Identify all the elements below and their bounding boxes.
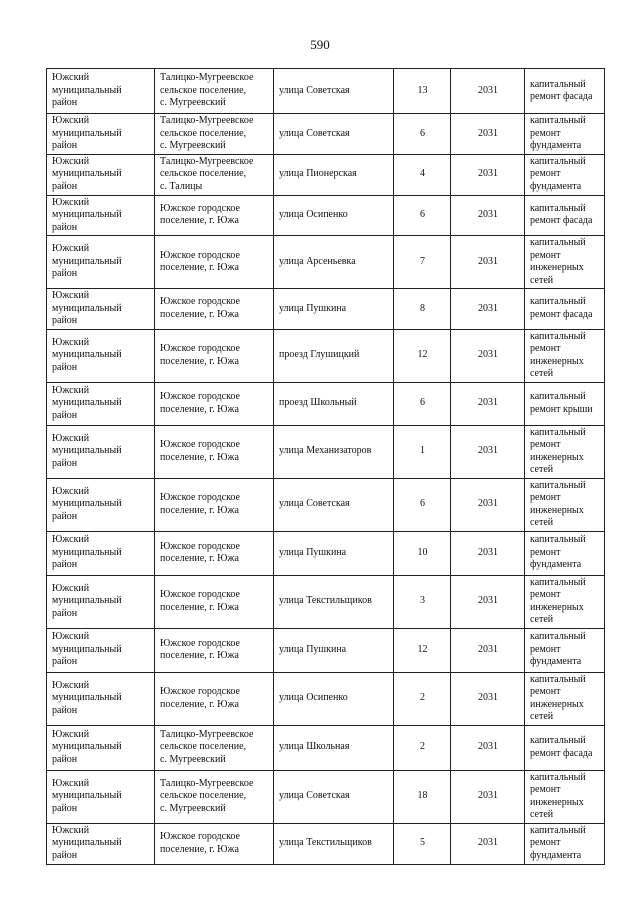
cell-settlement [155,195,274,236]
cell-year-text: 2031 [478,349,498,361]
cell-work-type [525,69,605,114]
cell-house-number [394,69,451,114]
cell-street [274,575,394,628]
table-row [47,289,605,330]
cell-year-text: 2031 [478,498,498,510]
table-row [47,425,605,478]
cell-house-number-text: 6 [420,397,425,409]
cell-settlement [155,114,274,155]
cell-year-text: 2031 [478,837,498,849]
cell-settlement [155,329,274,382]
table-row [47,329,605,382]
cell-street-text: улица Осипенко [279,692,348,704]
cell-house-number [394,236,451,289]
cell-district [47,478,155,531]
table-row [47,725,605,770]
cell-settlement [155,425,274,478]
cell-year-text: 2031 [478,302,498,314]
cell-street-text: улица Арсеньевка [279,255,356,267]
cell-settlement [155,382,274,425]
cell-house-number [394,289,451,330]
cell-house-number [394,628,451,672]
cell-district-text: Южский муниципальный район [52,728,122,765]
cell-settlement [155,672,274,725]
cell-year [451,628,525,672]
cell-district-text: Южский муниципальный район [52,631,122,668]
cell-year [451,425,525,478]
cell-district [47,770,155,823]
cell-year [451,195,525,236]
cell-street-text: улица Пушкина [279,302,347,314]
cell-work-type [525,628,605,672]
cell-district [47,823,155,864]
cell-year [451,69,525,114]
cell-district-text: Южский муниципальный район [52,336,122,373]
cell-year [451,823,525,864]
cell-work-type [525,425,605,478]
cell-house-number-text: 2 [420,741,425,753]
cell-work-type [525,575,605,628]
cell-street [274,725,394,770]
registry-table-body [47,69,605,865]
table-row [47,69,605,114]
cell-district [47,531,155,575]
cell-district [47,725,155,770]
cell-work-type [525,478,605,531]
cell-street [274,329,394,382]
cell-settlement [155,478,274,531]
cell-house-number [394,725,451,770]
cell-work-type-text: капитальный ремонт инженерных сетей [530,330,586,379]
cell-work-type-text: капитальный ремонт фундамента [530,631,586,668]
cell-district [47,195,155,236]
cell-settlement-text: Южское городское поселение, г. Южа [160,540,240,564]
table-row [47,575,605,628]
cell-house-number [394,823,451,864]
cell-work-type [525,672,605,725]
cell-district [47,672,155,725]
table-row [47,236,605,289]
cell-year-text: 2031 [478,84,498,96]
cell-year [451,329,525,382]
cell-settlement [155,236,274,289]
cell-work-type [525,114,605,155]
cell-district-text: Южский муниципальный район [52,534,122,571]
cell-year [451,478,525,531]
cell-district-text: Южский муниципальный район [52,485,122,522]
cell-house-number-text: 5 [420,837,425,849]
cell-work-type [525,154,605,195]
cell-street-text: улица Текстильщиков [279,837,372,849]
cell-district-text: Южский муниципальный район [52,679,122,716]
cell-year [451,531,525,575]
cell-house-number [394,770,451,823]
cell-district [47,69,155,114]
cell-year [451,770,525,823]
cell-street [274,478,394,531]
cell-year-text: 2031 [478,595,498,607]
cell-district [47,289,155,330]
cell-street-text: улица Осипенко [279,209,348,220]
cell-district [47,236,155,289]
cell-district-text: Южский муниципальный район [52,432,122,469]
cell-house-number [394,531,451,575]
cell-work-type-text: капитальный ремонт фасада [530,202,593,227]
cell-district-text: Южский муниципальный район [52,290,122,326]
cell-settlement-text: Южское городское поселение, г. Южа [160,589,240,613]
cell-district-text: Южский муниципальный район [52,72,122,109]
cell-house-number-text: 6 [420,498,425,510]
cell-year-text: 2031 [478,643,498,655]
cell-work-type-text: капитальный ремонт фасада [530,735,593,759]
cell-house-number [394,154,451,195]
cell-year-text: 2031 [478,692,498,704]
cell-settlement [155,289,274,330]
cell-district-text: Южский муниципальный район [52,155,122,192]
cell-year [451,725,525,770]
cell-settlement-text: Южское городское поселение, г. Южа [160,637,240,661]
table-row [47,628,605,672]
cell-year-text: 2031 [478,445,498,457]
cell-work-type-text: капитальный ремонт инженерных сетей [530,576,586,625]
cell-settlement [155,531,274,575]
cell-street [274,628,394,672]
cell-street-text: улица Советская [279,790,350,802]
cell-street-text: улица Школьная [279,741,350,753]
cell-district [47,575,155,628]
cell-work-type [525,195,605,236]
cell-year-text: 2031 [478,741,498,753]
cell-house-number [394,575,451,628]
cell-house-number-text: 6 [420,127,425,139]
cell-settlement-text: Южское городское поселение, г. Южа [160,439,240,463]
cell-year-text: 2031 [478,397,498,409]
table-row [47,770,605,823]
cell-work-type-text: капитальный ремонт инженерных сетей [530,237,586,286]
cell-house-number [394,672,451,725]
cell-street-text: улица Советская [279,127,350,139]
table-row [47,531,605,575]
cell-district-text: Южский муниципальный район [52,582,122,619]
cell-year [451,114,525,155]
cell-district [47,329,155,382]
cell-house-number-text: 13 [417,84,428,96]
cell-house-number-text: 18 [417,790,428,802]
cell-street-text: улица Пушкина [279,546,347,558]
cell-street [274,289,394,330]
cell-street-text: улица Пионерская [279,168,357,180]
cell-house-number-text: 8 [420,302,425,314]
cell-settlement [155,823,274,864]
table-row [47,823,605,864]
cell-year-text: 2031 [478,209,498,220]
cell-house-number-text: 6 [420,209,425,220]
cell-work-type-text: капитальный ремонт фасада [530,78,593,102]
cell-settlement [155,69,274,114]
cell-district-text: Южский муниципальный район [52,115,122,151]
cell-work-type [525,236,605,289]
cell-district [47,382,155,425]
cell-street [274,236,394,289]
cell-settlement-text: Южское городское поселение, г. Южа [160,249,240,273]
cell-house-number-text: 10 [417,546,428,558]
cell-house-number-text: 2 [420,692,425,704]
cell-settlement-text: Южское городское поселение, г. Южа [160,343,240,367]
cell-street [274,195,394,236]
cell-street [274,114,394,155]
cell-work-type [525,770,605,823]
cell-settlement-text: Южское городское поселение, г. Южа [160,202,240,227]
cell-house-number [394,382,451,425]
cell-district [47,628,155,672]
table-row [47,672,605,725]
cell-street [274,672,394,725]
cell-work-type [525,329,605,382]
cell-settlement-text: Южское городское поселение, г. Южа [160,492,240,516]
cell-work-type-text: капитальный ремонт фундамента [530,115,586,151]
cell-district [47,425,155,478]
cell-house-number [394,478,451,531]
cell-street [274,425,394,478]
cell-settlement-text: Талицко-Мугреевское сельское поселение, с. Мугреевский [160,728,254,765]
cell-year-text: 2031 [478,168,498,180]
cell-district-text: Южский муниципальный район [52,243,122,280]
cell-house-number-text: 12 [417,349,428,361]
cell-street-text: улица Советская [279,84,350,96]
cell-district-text: Южский муниципальный район [52,777,122,814]
cell-settlement [155,628,274,672]
cell-street-text: проезд Школьный [279,397,357,409]
cell-house-number [394,425,451,478]
cell-street-text: улица Текстильщиков [279,595,372,607]
cell-settlement-text: Талицко-Мугреевское сельское поселение, с. Мугреевский [160,777,254,814]
cell-house-number [394,329,451,382]
cell-year [451,575,525,628]
cell-house-number-text: 12 [417,643,428,655]
cell-year-text: 2031 [478,790,498,802]
cell-work-type-text: капитальный ремонт инженерных сетей [530,426,586,475]
cell-house-number [394,195,451,236]
table-row [47,154,605,195]
registry-table [46,68,605,865]
cell-year [451,236,525,289]
cell-settlement-text: Южское городское поселение, г. Южа [160,391,240,415]
cell-work-type [525,725,605,770]
cell-work-type-text: капитальный ремонт фасада [530,296,593,320]
cell-year [451,382,525,425]
cell-settlement [155,154,274,195]
cell-work-type-text: капитальный ремонт фундамента [530,155,586,192]
cell-settlement-text: Южское городское поселение, г. Южа [160,296,240,320]
cell-street [274,69,394,114]
cell-street [274,823,394,864]
cell-district-text: Южский муниципальный район [52,824,122,861]
cell-street [274,382,394,425]
cell-house-number-text: 7 [420,255,425,267]
cell-street [274,154,394,195]
page-number: 590 [310,37,330,52]
cell-settlement-text: Южское городское поселение, г. Южа [160,686,240,710]
cell-settlement [155,770,274,823]
cell-house-number-text: 3 [420,595,425,607]
cell-work-type [525,382,605,425]
cell-work-type [525,531,605,575]
cell-street-text: улица Советская [279,498,350,510]
cell-house-number-text: 1 [420,445,425,457]
cell-settlement-text: Талицко-Мугреевское сельское поселение, с. Мугреевский [160,72,254,109]
cell-work-type-text: капитальный ремонт инженерных сетей [530,673,586,722]
cell-house-number-text: 4 [420,168,425,180]
cell-year-text: 2031 [478,127,498,139]
table-row [47,114,605,155]
cell-year [451,672,525,725]
cell-settlement-text: Талицко-Мугреевское сельское поселение, с. Талицы [160,155,254,192]
table-row [47,195,605,236]
cell-work-type-text: капитальный ремонт фундамента [530,824,586,861]
cell-street-text: улица Пушкина [279,643,347,655]
cell-settlement-text: Талицко-Мугреевское сельское поселение, с. Мугреевский [160,115,254,151]
cell-work-type-text: капитальный ремонт инженерных сетей [530,479,586,528]
cell-year [451,154,525,195]
cell-work-type [525,289,605,330]
cell-street [274,531,394,575]
cell-district [47,154,155,195]
cell-work-type-text: капитальный ремонт фундамента [530,534,586,571]
cell-settlement [155,725,274,770]
cell-house-number [394,114,451,155]
cell-year-text: 2031 [478,255,498,267]
cell-district-text: Южский муниципальный район [52,384,122,421]
cell-street-text: проезд Глушицкий [279,349,360,361]
cell-work-type-text: капитальный ремонт инженерных сетей [530,771,586,820]
cell-year-text: 2031 [478,546,498,558]
table-row [47,382,605,425]
cell-year [451,289,525,330]
cell-district [47,114,155,155]
cell-district-text: Южский муниципальный район [52,196,122,233]
cell-street [274,770,394,823]
table-row [47,478,605,531]
cell-work-type-text: капитальный ремонт крыши [530,391,593,415]
cell-work-type [525,823,605,864]
cell-street-text: улица Механизаторов [279,445,372,457]
cell-settlement [155,575,274,628]
cell-settlement-text: Южское городское поселение, г. Южа [160,831,240,855]
